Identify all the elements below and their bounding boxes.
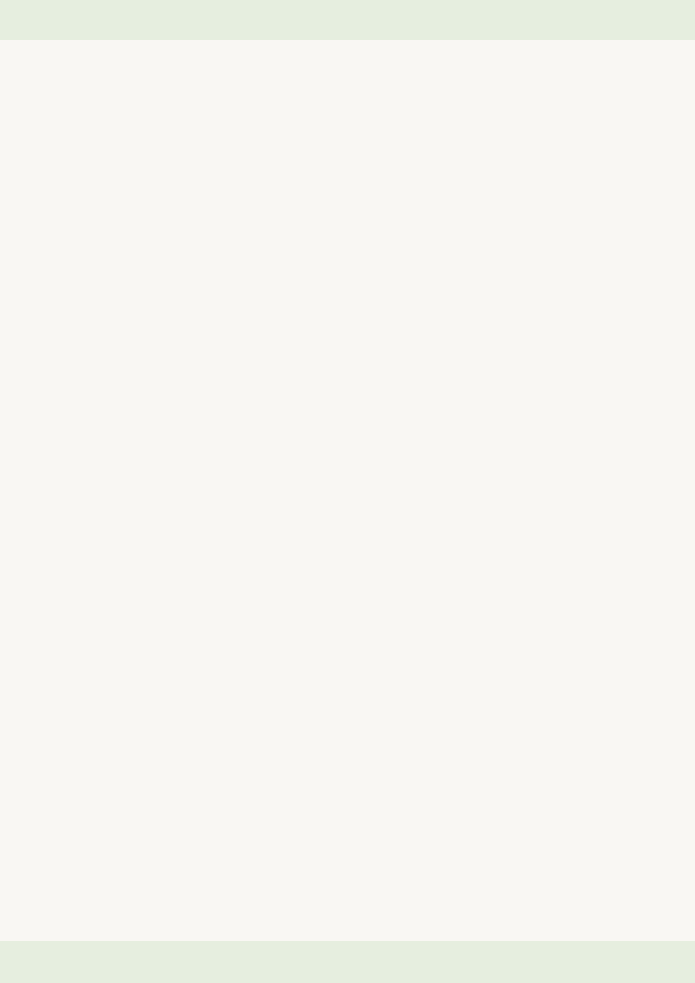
toc-row [26,627,626,661]
toc-row [26,480,626,514]
toc-row [26,725,626,759]
toc-row [26,578,626,612]
top-diamond-pattern [432,0,695,113]
toc-row-introduction [26,284,626,318]
toc-row [26,333,626,367]
toc-row [26,529,626,563]
toc-row [26,676,626,710]
bottom-diamond-pattern [0,855,290,983]
bundle-note [271,813,691,844]
toc-row [26,431,626,465]
toc-row [26,382,626,416]
